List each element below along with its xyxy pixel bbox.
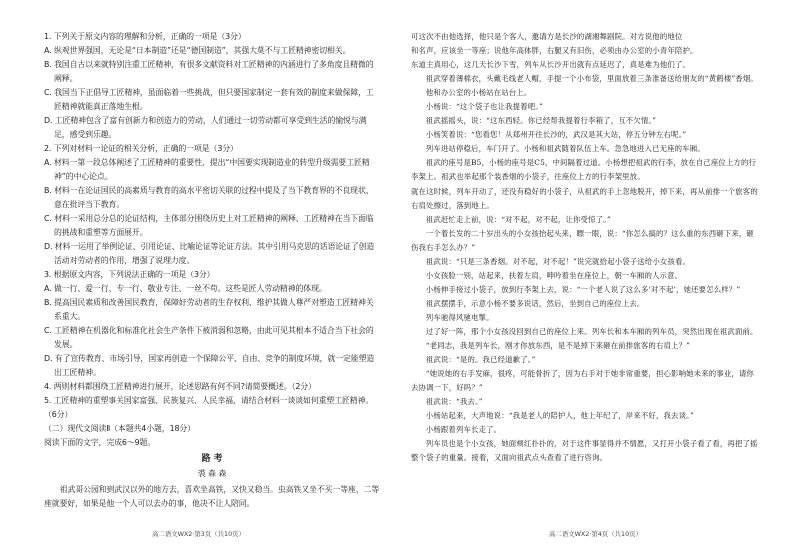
question-stem: 3. 根据原文内容，下列说法正确的一项是（3分） [44,270,215,279]
story-paragraph: 祖武穿着薄棉衣，头戴毛线老人帽，手提一个小布袋，里面放着三条准备送给朋友的“黄鹤楼”香烟。 [425,74,758,84]
section-instruction: 阅读下面的文字，完成6～9题。 [44,438,156,447]
right-column [411,30,761,526]
story-paragraph: 祖武摆摆手，示意小杨不要多说话，然后，坐到自己的座位上去。 [425,298,645,308]
story-paragraph: 他和办公室的小杨站在站台上。 [425,88,532,98]
story-paragraph: 祖武说：“我去。” [425,397,483,407]
left-column [44,30,380,526]
story-paragraph: 小杨笑着说：“您看您！从郑州开往长沙的，武汉是其大站，停五分钟左右呢。” [425,130,687,140]
story-paragraph: 列车驰得风驰电掣。 [425,312,494,322]
answer-option: D. 工匠精神包含了富有创新力和创造力的劳动，人们通过一切劳动都可享受到生活的愉悦与满足，感受到乐趣。 [44,116,367,139]
answer-option: B. 我国自古以来就特别注重工匠精神，有很多文献资料对工匠精神的内涵进行了多角度且精微的阐释。 [44,60,374,83]
left-page-footer: 高二语文WX2·第3页（共10页） [152,530,245,538]
story-paragraph: 可这次不由他选择，他只是个客人，邀请方是长沙的湖湘舞剧院。对方说他的地位 [411,32,683,41]
story-paragraph: 祖武的座号是B5，小杨的座号是C5，中间隔着过道。小杨想把祖武的行李，放在自己座位上方的行李架上。祖武也举起那个装香烟的小袋子，往座位上方的行李架里放。 [411,158,757,182]
right-page-footer: 高二语文WX2·第4页（共10页） [549,530,642,538]
story-paragraph: 和名声，应该坐一等座；说他年高体胖，右腿又有旧伤，必须由办公室的小青年陪护。 [411,46,698,56]
section-heading: （二）现代文阅读Ⅱ（本题共4小题，18分） [44,424,195,433]
right-page [397,0,794,546]
story-paragraph: 祖武摇摇头，说：“这东西轻。你已经帮我提着行李箱了，互不欠情。” [425,116,657,126]
story-paragraph: 过了好一阵，那个小女孩没回到自己的座位上来。列车长和本车厢的列车员，突然出现在祖武面前。 [425,326,758,336]
question-stem: 2. 下列对材料一论证的相关分析，正确的一项是（3分） [44,144,238,153]
answer-option: A. 材料一第一段总体阐述了工匠精神的重要性，提出“中国要实现制造业的转型升级需要工匠精神”的中心论点。 [44,158,370,181]
answer-option: A. 做一行、爱一行、专一行、敬业专注、一丝不苟。这些是匠人劳动精神的体现。 [44,284,327,293]
question-stem: 5. 工匠精神的重塑事关国家富强、民族复兴、人民幸福，请结合材料一谈谈如何重塑工匠精神。（6分） [44,396,374,419]
story-paragraph: 一个着长发的二十岁出头的小女孩抬起头来，瞟一眼，说：“你怎么搞的？这么重的东西砸下来，砸伤我右手怎么办？” [411,228,754,252]
story-paragraph: 东道主真用心，这几天长沙下雪，列车从长沙开出就有点延迟了，真是难为他们了。 [411,60,691,70]
answer-option: B. 提高国民素质和改善国民教育，保障好劳动者的生存权利、维护其做人尊严对塑造工匠精神关系重大。 [44,298,374,321]
story-paragraph: “老同志，我是列车长，刚才你放东西，是不是掉下来砸在前排旅客的右肩上？” [425,341,691,351]
answer-option: D. 材料一运用了举例论证、引用论证、比喻论证等论证方法。其中引用马克思的话语论证了创造活动对劳动者的作用，增强了说理力度。 [44,242,375,265]
story-paragraph: “她说她的右手发麻，很疼，可能骨折了，因为右手对于她非常重要，担心影响她未来的事业，请你去协调一下，好吗？” [411,369,754,393]
story-paragraph: 祖武赶忙走上前，说：“对不起，对不起，让你受惊了。” [425,214,611,224]
story-paragraph: 小女孩脸一别，站起来，扶着左肩，呻吟着坐在座位上，朝一车厢的人示意。 [425,270,683,280]
story-paragraph: 列车员也是个小女孩，她面颊红扑扑的，对于这件事显得并不情愿，又打开小袋子看了看，再把了摇整个袋子的重量。接着，又面向祖武点头查看了进行咨询。 [411,439,758,463]
story-paragraph: 小杨站起来，大声地说：“我是老人的陪护人，他上年纪了，岸来不好，我去谈。” [425,411,694,421]
question-stem: 4. 两则材料都围绕工匠精神进行展开，论述思路有何不同?请简要概述。（2分） [44,382,316,391]
story-paragraph: 小杨伸手接过小袋子，放到行李架上去，说：“一个老人说了这么多‘对不起’，她还要怎么样？” [425,284,741,294]
story-title: 路 考 [201,454,223,464]
story-paragraph: 小杨跟着列车长走了。 [425,425,502,435]
story-paragraph: 就在这时候，列车开动了，还没有稳好的小袋子，从祖武的手上忽地脱开，掉下来，再从前排一个旅客的右肩处擦过，落到地上。 [411,186,758,210]
story-paragraph: 小杨说：“这个袋子也让我提着吧。” [425,102,544,112]
answer-option: C. 材料一采用总分总的论证结构，主体部分围绕历史上对工匠精神的阐释、工匠精神在当下面临的挑战和重塑等方面展开。 [44,214,374,237]
story-paragraph: 祖武说：“只是三条香烟。对不起，对不起！”说完就拾起小袋子送给小女孩看。 [425,256,691,266]
answer-option: B. 材料一在论证国民的高素质与教育的高水平密切关联的过程中提及了当下教育界的不良现状，意在批评当下教育。 [44,186,374,209]
answer-option: C. 工匠精神在机器化和标准化社会生产条件下被消弱和忽略，由此可见其根本不适合当下社会的发展。 [44,326,374,349]
answer-option: D. 有了宣传教育、市场引导，国家再创造一个保障公平、自由、竞争的制度环境，就一定能塑造出工匠精神。 [44,354,375,377]
answer-option: A. 纵观世界强国，无论是“日本制造”还是“德国制造”，其强大莫不与工匠精神密切相关。 [44,46,351,55]
answer-option: C. 我国当下正倡导工匠精神，虽面临着一些挑战，但只要国家制定一套有效的制度来做保障，工匠精神就能真正落地生根。 [44,88,374,111]
story-author: 裘 森 森 [197,469,227,478]
story-paragraph: 祖武哥公园和到武汉以外的地方去，喜欢坐高铁，又快又稳当。虫高铁又坐不买一等座，二等座就要好，如果是他一个人可以去办的事，他决不让人陪同。 [44,485,380,508]
story-paragraph: 列车进站停稳后，车门开了。小杨和祖武随着队伍上车。急急地进入已无座的车厢。 [425,144,705,154]
story-paragraph: 祖武说：“是的。我已经道歉了。” [425,355,536,365]
question-stem: 1. 下列关于原文内容的理解和分析，正确的一项是（3分） [44,32,246,41]
